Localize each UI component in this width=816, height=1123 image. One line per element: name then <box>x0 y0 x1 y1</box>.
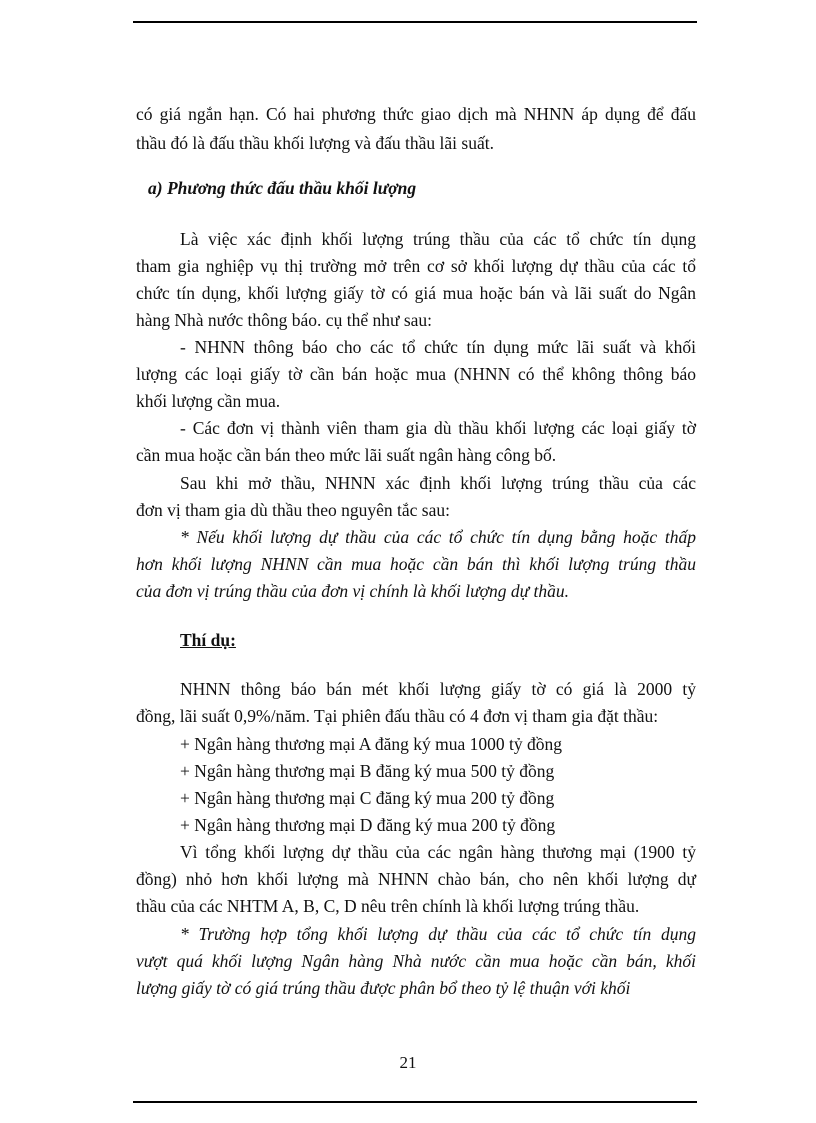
rule-line: * Nếu khối lượng dự thầu của các tổ chức tín dụng bằng hoặc thấp <box>180 527 696 547</box>
text-line: có giá ngắn hạn. Có hai phương thức giao dịch mà NHNN áp dụng để đấu <box>136 104 696 124</box>
list-item: + Ngân hàng thương mại B đăng ký mua 500 tỷ đồng <box>180 761 555 781</box>
rule-line: vượt quá khối lượng Ngân hàng Nhà nước cần mua hoặc cần bán, khối <box>136 951 696 971</box>
list-item: + Ngân hàng thương mại D đăng ký mua 200 tỷ đồng <box>180 815 556 835</box>
rule-line: lượng giấy tờ có giá trúng thầu được phân bổ theo tỷ lệ thuận với khối <box>136 978 631 998</box>
example-heading: Thí dụ: <box>180 630 236 650</box>
rule-line: hơn khối lượng NHNN cần mua hoặc cần bán thì khối lượng trúng thầu <box>136 554 696 574</box>
text-line: chức tín dụng, khối lượng giấy tờ có giá mua hoặc bán và lãi suất do Ngân <box>136 283 696 303</box>
header-rule <box>133 21 697 23</box>
text-line: Là việc xác định khối lượng trúng thầu của các tổ chức tín dụng <box>180 229 696 249</box>
text-line: NHNN thông báo bán mét khối lượng giấy tờ có giá là 2000 tỷ <box>180 679 696 699</box>
list-item: + Ngân hàng thương mại A đăng ký mua 1000 tỷ đồng <box>180 734 562 754</box>
footer-rule <box>133 1101 697 1103</box>
bullet-line: - Các đơn vị thành viên tham gia dù thầu khối lượng các loại giấy tờ <box>180 418 696 438</box>
section-heading: a) Phương thức đấu thầu khối lượng <box>148 178 417 198</box>
text-line: đơn vị tham gia dù thầu theo nguyên tắc sau: <box>136 500 450 520</box>
list-item: + Ngân hàng thương mại C đăng ký mua 200 tỷ đồng <box>180 788 555 808</box>
text-line: khối lượng cần mua. <box>136 391 281 411</box>
text-line: thầu của các NHTM A, B, C, D nêu trên chính là khối lượng trúng thầu. <box>136 896 640 916</box>
rule-line: * Trường hợp tổng khối lượng dự thầu của các tổ chức tín dụng <box>180 924 696 944</box>
text-line: tham gia nghiệp vụ thị trường mở trên cơ sở khối lượng dự thầu của các tổ <box>136 256 696 276</box>
text-line: đồng, lãi suất 0,9%/năm. Tại phiên đấu thầu có 4 đơn vị tham gia đặt thầu: <box>136 706 659 726</box>
text-line: Sau khi mở thầu, NHNN xác định khối lượng trúng thầu của các <box>180 473 696 493</box>
text-line: Vì tổng khối lượng dự thầu của các ngân hàng thương mại (1900 tỷ <box>180 842 696 862</box>
bullet-line: - NHNN thông báo cho các tổ chức tín dụng mức lãi suất và khối <box>180 337 696 357</box>
text-line: cần mua hoặc cần bán theo mức lãi suất ngân hàng công bố. <box>136 445 557 465</box>
text-line: hàng Nhà nước thông báo. cụ thể như sau: <box>136 310 433 330</box>
text-line: đồng) nhỏ hơn khối lượng mà NHNN chào bán, cho nên khối lượng dự <box>136 869 696 889</box>
rule-line: của đơn vị trúng thầu của đơn vị chính là khối lượng dự thầu. <box>136 581 570 601</box>
text-line: lượng các loại giấy tờ cần bán hoặc mua (NHNN có thể không thông báo <box>136 364 696 384</box>
page-number: 21 <box>399 1053 417 1072</box>
text-line: thầu đó là đấu thầu khối lượng và đấu thầu lãi suất. <box>136 133 494 153</box>
